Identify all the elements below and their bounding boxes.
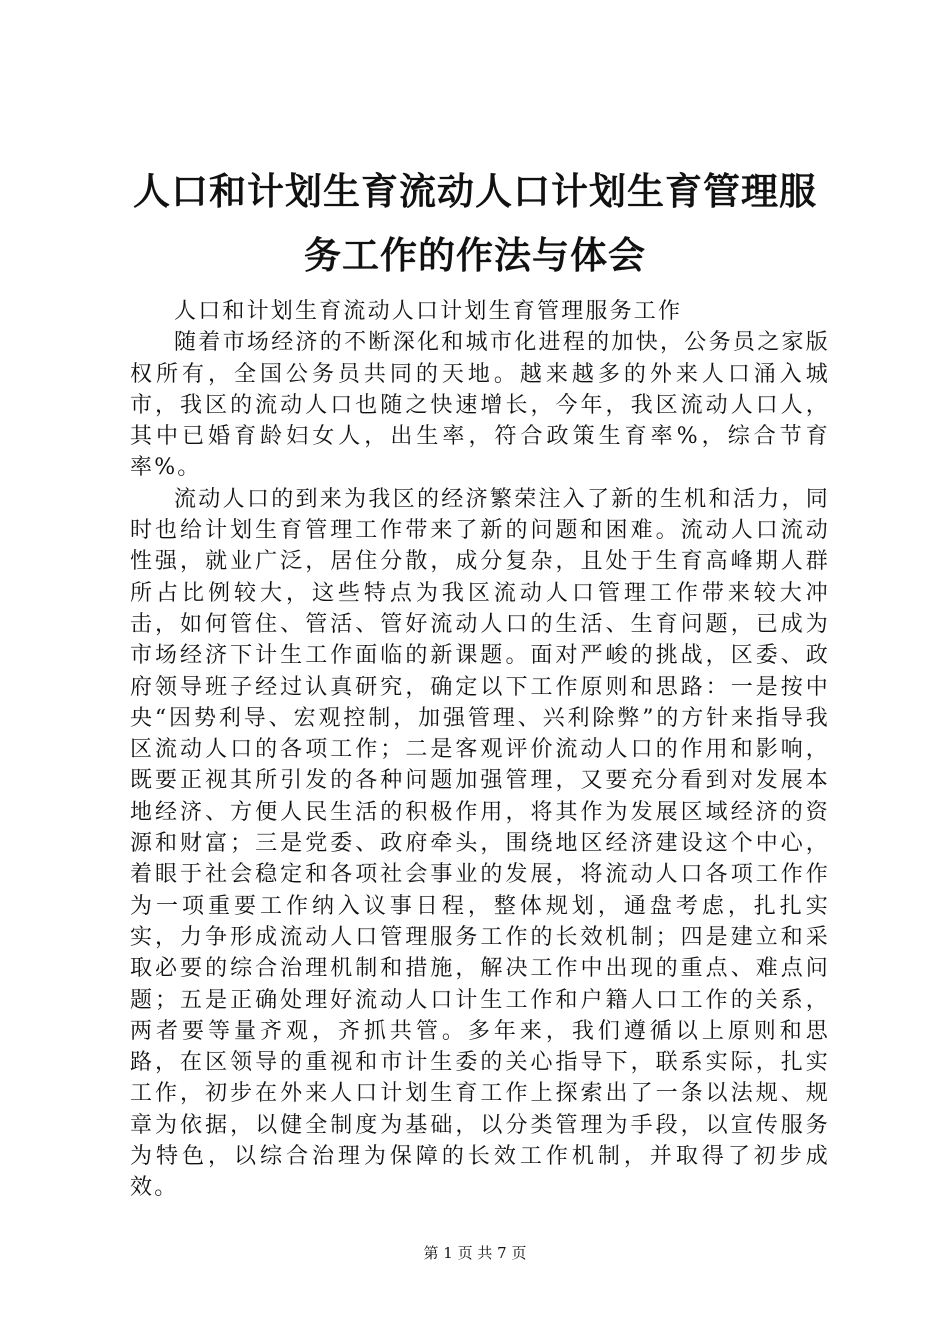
paragraph-main: 流动人口的到来为我区的经济繁荣注入了新的生机和活力，同时也给计划生育管理工作带来了新的问题和困难。流动人口流动性强，就业广泛，居住分散，成分复杂，且处于生育高峰期人群所占比例较大，这些特点为我区流动人口管理工作带来较大冲击，如何管住、管活、管好流动人口的生活、生育问题，已成为市场经济下计生工作面临的新课题。面对严峻的挑战，区委、政府领导班子经过认真研究，确定以下工作原则和思路：一是按中央“因势利导、宏观控制，加强管理、兴利除弊”的方针来指导我区流动人口的各项工作；二是客观评价流动人口的作用和影响，既要正视其所引发的各种问题加强管理，又要充分看到对发展本地经济、方便人民生活的积极作用，将其作为发展区域经济的资源和财富；三是党委、政府牵头，围绕地区经济建设这个中心，着眼于社会稳定和各项社会事业的发展，将流动人口各项工作作为一项重要工作纳入议事日程，整体规划，通盘考虑，扎扎实实，力争形成流动人口管理服务工作的长效机制；四是建立和采取必要的综合治理机制和措施，解决工作中出现的重点、难点问题；五是正确处理好流动人口计生工作和户籍人口工作的关系，两者要等量齐观，齐抓共管。多年来，我们遵循以上原则和思路，在区领导的重视和市计生委的关心指导下，联系实际，扎实工作，初步在外来人口计划生育工作上探索出了一条以法规、规章为依据，以健全制度为基础，以分类管理为手段，以宣传服务为特色，以综合治理为保障的长效工作机制，并取得了初步成效。	[130, 486, 830, 1201]
document-body	[130, 296, 830, 1204]
paragraph-subtitle: 人口和计划生育流动人口计划生育管理服务工作	[174, 299, 683, 324]
page-footer: 第 1 页 共 7 页	[423, 1244, 527, 1262]
document-title: 人口和计划生育流动人口计划生育管理服务工作的作法与体会	[133, 170, 817, 277]
paragraph-intro: 随着市场经济的不断深化和城市化进程的加快，公务员之家版权所有，全国公务员共同的天地。越来越多的外来人口涌入城市，我区的流动人口也随之快速增长，今年，我区流动人口人，其中已婚育龄妇女人，出生率，符合政策生育率%，综合节育率%。	[130, 330, 830, 481]
